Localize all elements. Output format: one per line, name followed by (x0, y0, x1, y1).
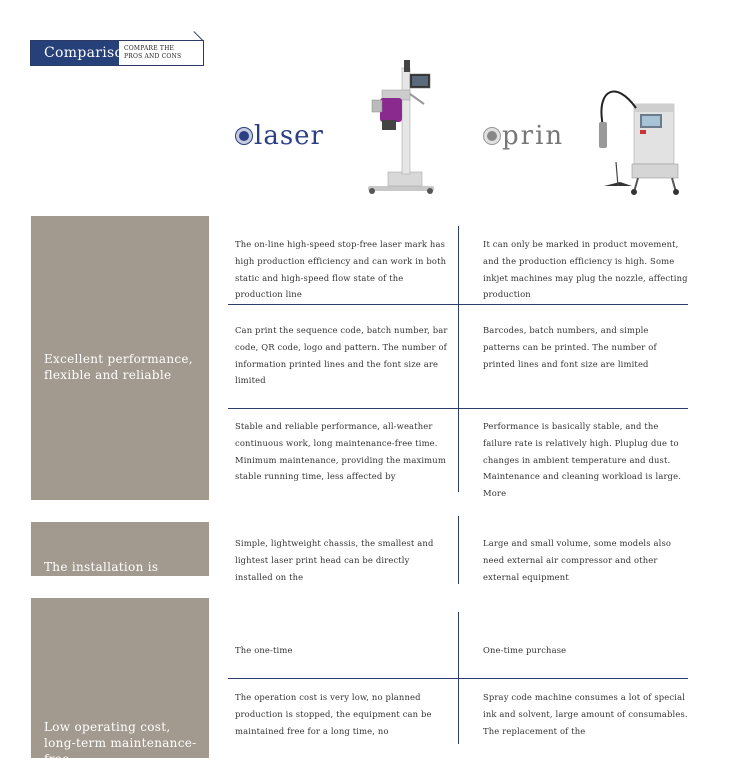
column-heading-laser-label: laser (254, 121, 324, 151)
column-heading-laser (236, 118, 324, 154)
column-divider (458, 226, 459, 492)
column-heading-inkjet-label: prin (502, 121, 565, 151)
section-header (30, 40, 204, 66)
category-band-performance (31, 216, 209, 500)
cell-laser-stability: Stable and reliable performance, all-weather continuous work, long maintenance-free time. Minimum maintenance, providing the maximum stable running time, less affected by (235, 421, 446, 482)
cell-laser-operating-cost: The operation cost is very low, no planned production is stopped, the equipment can be maintained free for a long time, no (235, 692, 432, 736)
cell-inkjet-print-content: Barcodes, batch numbers, and simple patterns can be printed. The number of printed lines and font size are limited (483, 325, 657, 369)
laser-marker-machine-icon (360, 60, 444, 196)
cell-laser-installation: Simple, lightweight chassis, the smallest and lightest laser print head can be directly installed on the (235, 538, 434, 582)
cell-inkjet-efficiency: It can only be marked in product movement, and the production efficiency is high. Some inkjet machines may plug the nozzle, affecting production (483, 239, 688, 300)
cell-inkjet-installation: Large and small volume, some models also need external air compressor and other external equipment (483, 538, 672, 582)
corner-fold-icon (193, 41, 203, 51)
category-label-cost: Low operating cost, long-term maintenance-free (44, 720, 197, 766)
category-label-performance: Excellent performance, flexible and reliable (44, 352, 193, 382)
cell-inkjet-purchase: One-time purchase (483, 645, 567, 655)
section-subtitle (119, 41, 181, 65)
cell-inkjet-stability: Performance is basically stable, and the failure rate is relatively high. Pluplug due to changes in ambient temperature and dust. Maintenance and cleaning workload is large. More (483, 421, 682, 499)
section-subtitle-line1: COMPARE THE (124, 45, 175, 52)
row-divider (228, 304, 688, 305)
cell-laser-purchase: The one-time (235, 645, 293, 655)
category-band-cost (31, 598, 209, 766)
category-band-installation (31, 522, 209, 576)
column-heading-inkjet (484, 118, 564, 154)
cell-inkjet-operating-cost: Spray code machine consumes a lot of special ink and solvent, large amount of consumables. The replacement of the (483, 692, 688, 736)
bullet-dot-icon (236, 128, 252, 144)
row-divider (228, 408, 688, 409)
cell-laser-efficiency: The on-line high-speed stop-free laser mark has high production efficiency and can work in both static and high-speed flow state of the production line (235, 239, 447, 300)
bullet-dot-icon (484, 128, 500, 144)
section-title: Compariso (31, 41, 119, 65)
inkjet-printer-machine-icon (592, 82, 686, 196)
row-divider (228, 678, 688, 679)
category-label-installation: The installation is (44, 560, 159, 574)
column-divider (458, 516, 459, 584)
cell-laser-print-content: Can print the sequence code, batch number, bar code, QR code, logo and pattern. The number of information printed lines and the font size are limited (235, 325, 448, 386)
section-subtitle-line2: PROS AND CONS (124, 53, 182, 60)
